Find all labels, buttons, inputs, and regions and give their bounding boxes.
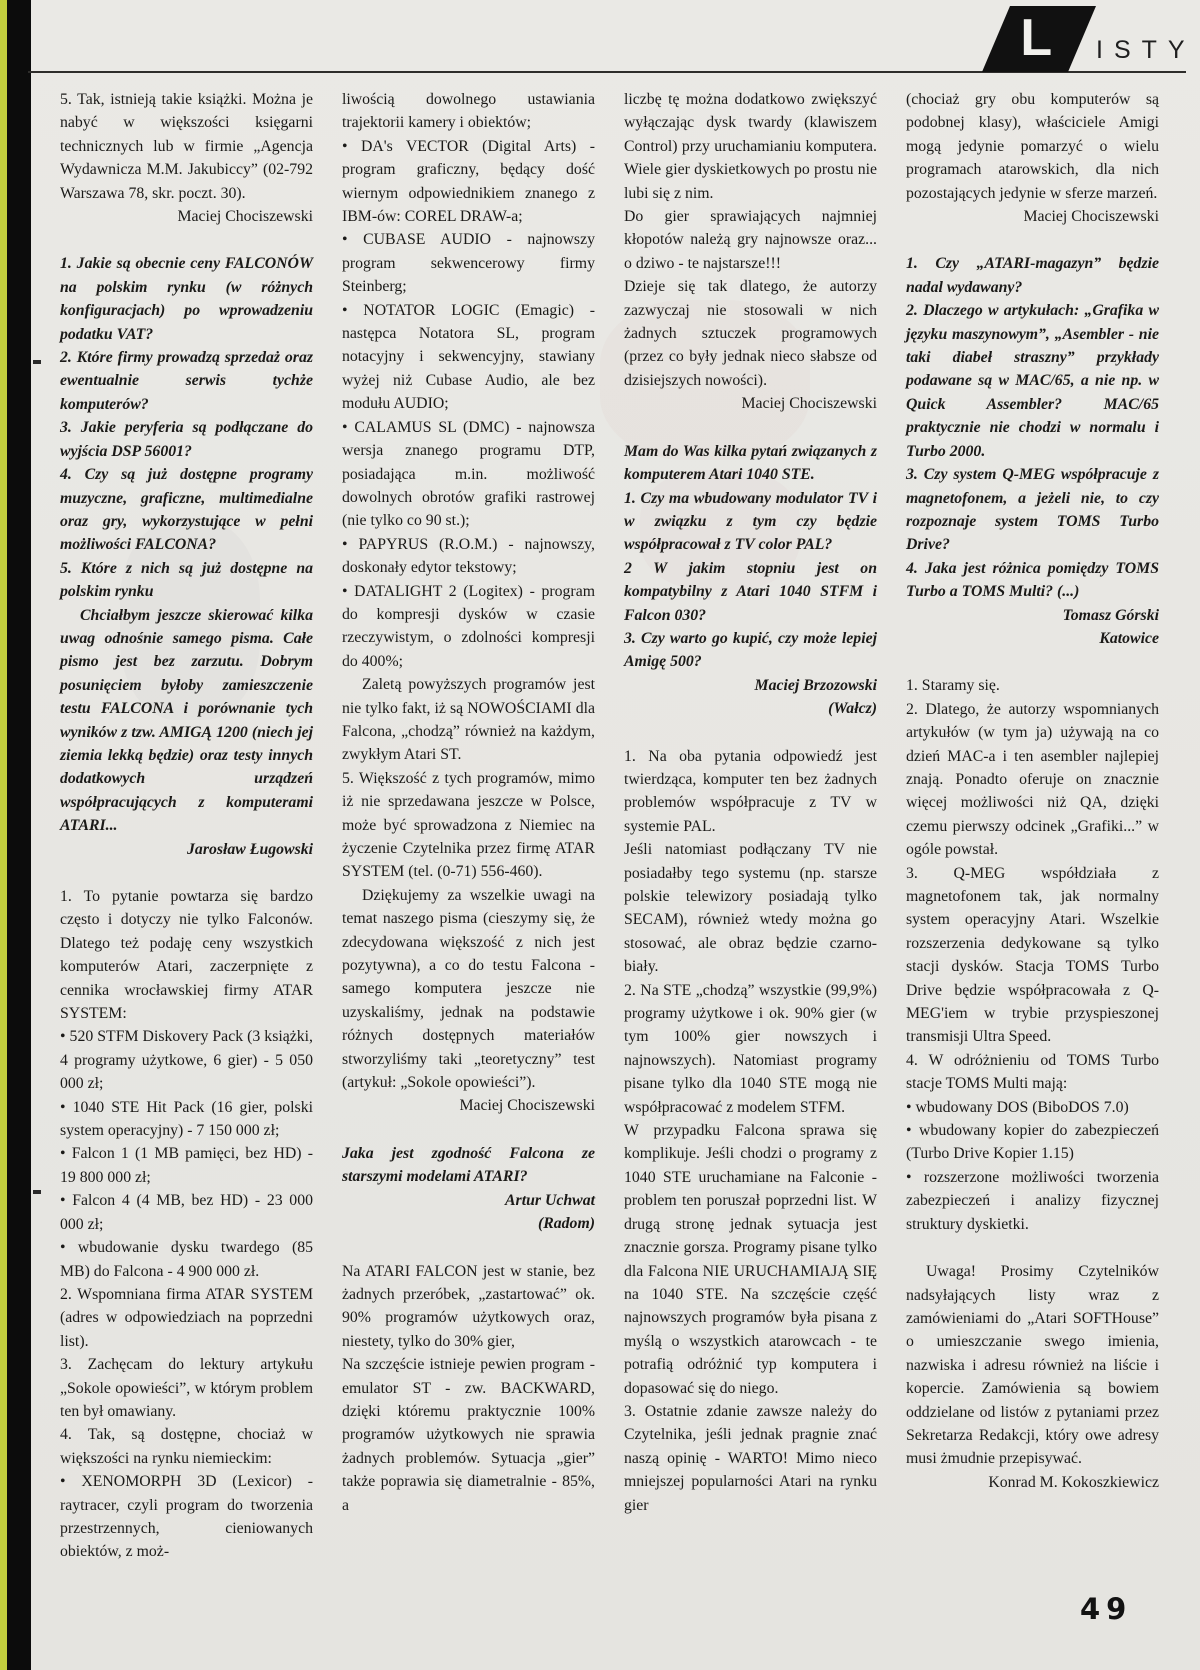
letter-question-paragraph: 2 W jakim stopniu jest on kompatybilny z Atari 1040 STFM i Falcon 030?: [624, 559, 877, 624]
signature: (Radom): [537, 1215, 595, 1233]
letter-question-paragraph: 3. Jakie peryferia są podłączane do wyjścia DSP 56001?: [60, 419, 313, 460]
signature: Katowice: [1099, 629, 1159, 647]
signature: Jarosław Ługowski: [187, 840, 313, 858]
left-black-bar: [7, 0, 31, 1670]
registration-mark: [33, 1190, 41, 1194]
letter-question-paragraph: 5. Które z nich są już dostępne na polskim rynku: [60, 559, 313, 601]
answer-paragraph: • XENOMORPH 3D (Lexicor) - raytracer, czyli program do tworzenia przestrzennych, cieniowanych obiektów, z moż-: [60, 1473, 313, 1561]
answer-paragraph: Dzieje się tak dlatego, że autorzy zazwyczaj nie stosowali w nich żadnych sztuczek programowych (przez co były jednak nieco słabsze od dzisiejszych nowości).: [624, 278, 877, 389]
signature: (Wałcz): [828, 700, 877, 718]
answer-paragraph: Zaletą powyższych programów jest nie tylko fakt, iż są NOWOŚCIAMI dla Falcona, „chodzą” również na każdym, zwykłym Atari ST.: [342, 676, 595, 764]
answer-paragraph: Uwaga! Prosimy Czytelników nadsyłających listy wraz z zamówieniami do „Atari SOFTHouse” o umieszczanie swego imienia, nazwiska i adresu również na liście i kopercie. Zamówienia są bowiem oddzielane od listów z pytaniami przez Sekretarza Redakcji, który owe adresy musi żmudnie przepisywać.: [906, 1263, 1159, 1468]
answer-paragraph: • 520 STFM Diskovery Pack (3 książki, 4 programy użytkowe, 6 gier) - 5 050 000 zł;: [60, 1028, 313, 1093]
letter-question-paragraph: Jaka jest zgodność Falcona ze starszymi modelami ATARI?: [342, 1144, 595, 1186]
letter-question-paragraph: Mam do Was kilka pytań związanych z komputerem Atari 1040 STE.: [624, 442, 877, 484]
answer-paragraph: 1. To pytanie powtarza się bardzo często i dotyczy nie tylko Falconów. Dlatego też podaję ceny wszystkich komputerów Atari, zaczerpnięte z cennika wrocławskiej firmy ATAR SYSTEM:: [60, 888, 313, 1023]
signature: Maciej Chociszewski: [459, 1097, 595, 1115]
registration-mark: [33, 360, 41, 364]
answer-paragraph: • NOTATOR LOGIC (Emagic) - następca Notatora SL, program notacyjny i sekwencyjny, stawiany wyżej niż Cubase Audio, ale bez modułu AUDIO;: [342, 301, 595, 413]
letter-question-paragraph: 2. Które firmy prowadzą sprzedaż oraz ewentualnie serwis tychże komputerów?: [60, 349, 313, 413]
answer-paragraph: • rozszerzone możliwości tworzenia zabezpieczeń i analizy fizycznej struktury dyskietki.: [906, 1168, 1159, 1233]
answer-paragraph: Jeśli natomiast podłączany TV nie posiadałby tego systemu (np. starsze polskie telewizory posiadają tylko SECAM), również wtedy można go stosować, ale obraz będzie czarno-biały.: [624, 841, 877, 976]
text-column-2: [342, 88, 595, 1517]
answer-paragraph: • CALAMUS SL (DMC) - najnowsza wersja znanego programu DTP, posiadająca m.in. możliwość dowolnych obrotów grafiki rastrowej (nie tylko co 90 st.);: [342, 418, 595, 530]
answer-paragraph: • PAPYRUS (R.O.M.) - najnowszy, doskonały edytor tekstowy;: [342, 535, 595, 577]
answer-paragraph: liczbę tę można dodatkowo zwiększyć wyłączając dysk twardy (klawiszem Control) przy uruchamianiu komputera. Wiele gier dyskietkowych po prostu nie lubi się z nim.: [624, 91, 877, 202]
answer-paragraph: 2. Wspomniana firma ATAR SYSTEM (adres w odpowiedziach na poprzedni list).: [60, 1285, 313, 1350]
signature: Artur Uchwat: [505, 1191, 595, 1209]
answer-paragraph: • DATALIGHT 2 (Logitex) - program do kompresji dysków w czasie rzeczywistym, o zdolności kompresji do 400%;: [342, 582, 595, 670]
letter-question-paragraph: Chciałbym jeszcze skierować kilka uwag odnośnie samego pisma. Całe pismo jest bez zarzutu. Dobrym posunięciem byłoby zamieszczenie testu FALCONA i porównanie tych wyników z tzw. AMIGĄ 1200 (niech jej ziemia lekką będzie) oraz testy innych dodatkowych urządzeń współpracujących z komputerami ATARI...: [60, 606, 313, 835]
answer-paragraph: 3. Ostatnie zdanie zawsze należy do Czytelnika, jeśli jednak pragnie znać naszą opinię - WARTO! Mimo nieco mniejszej popularności Atari na rynku gier: [624, 1402, 877, 1514]
letter-question-paragraph: 1. Jakie są obecnie ceny FALCONÓW na polskim rynku (w różnych konfiguracjach) po wprowadzeniu podatku VAT?: [60, 255, 313, 343]
logo-letter-l: L: [1020, 9, 1053, 67]
answer-paragraph: 4. Tak, są dostępne, chociaż w większości na rynku niemieckim:: [60, 1426, 313, 1467]
text-column-4: [906, 88, 1159, 1494]
letter-question-paragraph: 4. Czy są już dostępne programy muzyczne, graficzne, multimedialne oraz gry, wykorzystujące w pełni możliwości FALCONA?: [60, 466, 313, 554]
answer-paragraph: 5. Większość z tych programów, mimo iż nie sprzedawana jeszcze w Polsce, może być sprowadzona z Niemiec na życzenie Czytelnika przez firmę ATAR SYSTEM (tel. (0-71) 556-460).: [342, 769, 595, 881]
text-column-1: [60, 88, 313, 1564]
letter-question-paragraph: 3. Czy warto go kupić, czy może lepiej Amigę 500?: [624, 629, 877, 671]
answer-paragraph: 5. Tak, istnieją takie książki. Można je nabyć w większości księgarni technicznych lub w firmie „Agencja Wydawnicza M.M. Jakubiccy” (02-792 Warszawa 78, skr. poczt. 30).: [60, 91, 313, 202]
signature: Maciej Chociszewski: [741, 395, 877, 413]
answer-paragraph: (chociaż gry obu komputerów są podobnej klasy), właściciele Amigi mogą jedynie pomarzyć o wielu programach atarowskich, dla nich pozostających jedynie w sferze marzeń.: [906, 91, 1159, 202]
answer-paragraph: • Falcon 4 (4 MB, bez HD) - 23 000 000 zł;: [60, 1192, 313, 1233]
answer-paragraph: liwością dowolnego ustawiania trajektorii kamery i obiektów;: [342, 91, 595, 132]
answer-paragraph: 1. Staramy się.: [906, 677, 1000, 695]
signature: Maciej Brzozowski: [754, 676, 877, 694]
answer-paragraph: • DA's VECTOR (Digital Arts) - program graficzny, będący dość wiernym odpowiednikiem znanego z IBM-ów: COREL DRAW-a;: [342, 137, 595, 226]
listy-logo: [982, 6, 1096, 72]
answer-paragraph: • Falcon 1 (1 MB pamięci, bez HD) - 19 800 000 zł;: [60, 1145, 313, 1186]
answer-paragraph: 1. Na oba pytania odpowiedź jest twierdząca, komputer ten bez żadnych problemów współpracuje z TV w systemie PAL.: [624, 747, 877, 835]
answer-paragraph: 3. Zachęcam do lektury artykułu „Sokole opowieści”, w którym problem ten był omawiany.: [60, 1356, 313, 1420]
letter-question-paragraph: 1. Czy ma wbudowany modulator TV i w związku z tym czy będzie współpracował z TV color PAL?: [624, 489, 877, 554]
scan-edge-strip: [0, 0, 7, 1670]
signature: Maciej Chociszewski: [1023, 208, 1159, 226]
answer-paragraph: 2. Na STE „chodzą” wszystkie (99,9%) programy użytkowe i ok. 90% gier (w tym 100% gier nowszych i najnowszych). Natomiast programy pisane tylko dla 1040 STE mogą nie współpracować z modelem STFM.: [624, 981, 877, 1116]
answer-paragraph: Do gier sprawiających najmniej kłopotów należą gry najnowsze oraz... o dziwo - te najstarsze!!!: [624, 208, 877, 272]
answer-paragraph: • wbudowany DOS (BiboDOS 7.0): [906, 1098, 1129, 1116]
letter-question-paragraph: 3. Czy system Q-MEG współpracuje z magnetofonem, a jeżeli nie, to czy rozpoznaje system TOMS Turbo Drive?: [906, 466, 1159, 554]
signature: Maciej Chociszewski: [177, 208, 313, 226]
answer-paragraph: Na szczęście istnieje pewien program - emulator ST - zw. BACKWARD, dzięki któremu praktycznie 100% programów użytkowych nie sprawia żadnych problemów. Sytuacja „gier” także poprawia się diametralnie - 85%, a: [342, 1356, 595, 1514]
answer-paragraph: 4. W odróżnieniu od TOMS Turbo stacje TOMS Multi mają:: [906, 1051, 1159, 1093]
answer-paragraph: • wbudowany kopier do zabezpieczeń (Turbo Drive Kopier 1.15): [906, 1122, 1159, 1163]
answer-paragraph: • CUBASE AUDIO - najnowszy program sekwencerowy firmy Steinberg;: [342, 231, 595, 296]
signature: Konrad M. Kokoszkiewicz: [988, 1473, 1159, 1491]
page-number: 49: [1080, 1592, 1133, 1626]
signature: Tomasz Górski: [1062, 606, 1159, 624]
letter-question-paragraph: 2. Dlaczego w artykułach: „Grafika w języku maszynowym”, „Asembler - nie taki diabeł straszny” przykłady podawane są w MAC/65, a nie np. w Quick Assembler? MAC/65 praktycznie nie chodzi w normalu i Turbo 2000.: [906, 302, 1159, 460]
answer-paragraph: • wbudowanie dysku twardego (85 MB) do Falcona - 4 900 000 zł.: [60, 1239, 313, 1280]
letter-question-paragraph: 4. Jaka jest różnica pomiędzy TOMS Turbo a TOMS Multi? (...): [906, 559, 1159, 601]
answer-paragraph: Dziękujemy za wszelkie uwagi na temat naszego pisma (cieszymy się, że zdecydowana większość z nich jest pozytywna), a co do testu Falcona - samego komputera jeszcze nie uzyskaliśmy, jednak na podstawie różnych dostępnych materiałów stworzyliśmy taki „teoretyczny” test (artykuł: „Sokole opowieści”).: [342, 886, 595, 1092]
text-column-3: [624, 88, 877, 1517]
answer-paragraph: W przypadku Falcona sprawa się komplikuje. Jeśli chodzi o programy z 1040 STE uruchamiane na Falconie - problem ten poruszał poprzedni list. W drugą stronę jednak sytuacja jest znacznie gorsza. Programy pisane tylko dla Falcona NIE URUCHAMIAJĄ SIĘ na 1040 STE. Na szczęście część najnowszych programów była pisana z myślą o wszystkich atarowcach - te potrafią odróżnić typ komputera i dopasować się do niego.: [624, 1122, 877, 1397]
answer-paragraph: Na ATARI FALCON jest w stanie, bez żadnych przeróbek, „zastartować” ok. 90% programów użytkowych oraz, niestety, tylko do 30% gier,: [342, 1262, 595, 1350]
section-title-listy: ISTY: [1096, 36, 1196, 64]
answer-paragraph: 2. Dlatego, że autorzy wspomnianych artykułów (w tym ja) używają na co dzień MAC-a i ten asembler najlepiej znają. Ponadto oferuje on znacznie więcej możliwości niż QA, dzięki czemu pierwszy odcinek „Grafiki...” w ogóle powstał.: [906, 700, 1159, 859]
letter-question-paragraph: 1. Czy „ATARI-magazyn” będzie nadal wydawany?: [906, 255, 1159, 296]
answer-paragraph: 3. Q-MEG współdziała z magnetofonem tak, jak normalny system operacyjny Atari. Wszelkie rozszerzenia dedykowane są tylko stacji dysków. Stacja TOMS Turbo Drive będzie współpracowała z Q-MEG'iem w trybie przyspieszonej transmisji Ultra Speed.: [906, 864, 1159, 1046]
answer-paragraph: • 1040 STE Hit Pack (16 gier, polski system operacyjny) - 7 150 000 zł;: [60, 1098, 313, 1140]
